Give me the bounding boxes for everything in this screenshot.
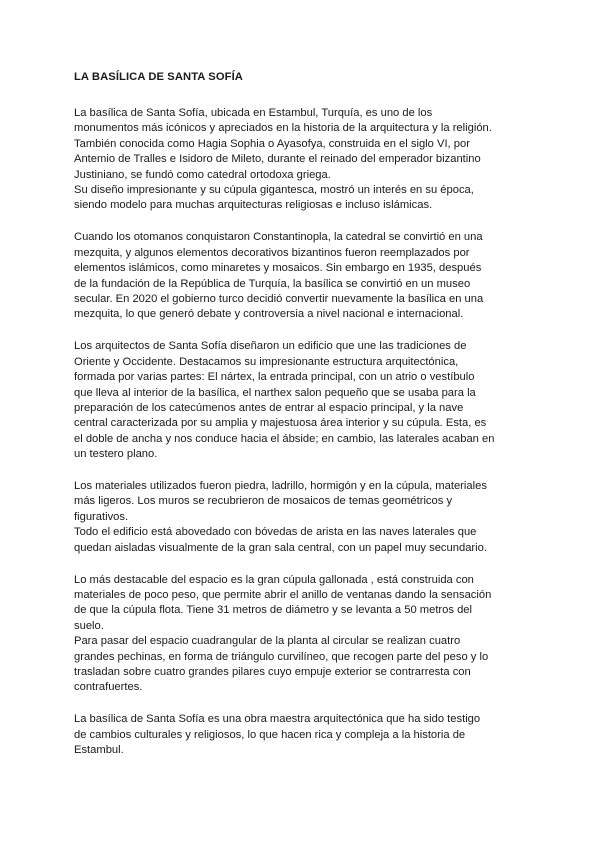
text-line: siendo modelo para muchas arquitecturas religiosas e incluso islámicas. bbox=[74, 199, 433, 212]
text-line: contrafuertes. bbox=[74, 681, 143, 694]
paragraph bbox=[74, 479, 534, 556]
paragraph bbox=[74, 230, 534, 322]
text-line: Todo el edificio está abovedado con bóvedas de arista en las naves laterales que bbox=[74, 526, 477, 539]
text-line: preparación de los catecúmenos antes de entrar al espacio principal, y la nave bbox=[74, 401, 464, 414]
text-line: La basílica de Santa Sofía, ubicada en Estambul, Turquía, es uno de los bbox=[74, 107, 433, 119]
paragraph bbox=[74, 339, 534, 462]
text-line: central caracterizada por su amplia y majestuosa área interior y su cúpula. Esta, es bbox=[74, 417, 487, 430]
document-page bbox=[74, 70, 534, 775]
text-line: de cambios culturales y religiosos, lo que hacen rica y compleja a la historia de bbox=[74, 728, 466, 741]
text-line: un testero plano. bbox=[74, 448, 158, 461]
text-line: de que la cúpula flota. Tiene 31 metros de diámetro y se levanta a 50 metros del bbox=[74, 604, 473, 617]
text-line: Cuando los otomanos conquistaron Constantinopla, la catedral se convirtió en una bbox=[74, 231, 483, 244]
text-line: el doble de ancha y nos conduce hacia el ábside; en cambio, las laterales acaban en bbox=[74, 432, 495, 445]
paragraph bbox=[74, 106, 534, 214]
text-line: más ligeros. Los muros se recubrieron de mosaicos de temas geométricos y bbox=[74, 495, 453, 508]
text-line: Estambul. bbox=[74, 744, 124, 757]
text-line: Los materiales utilizados fueron piedra, ladrillo, hormigón y en la cúpula, materiales bbox=[74, 480, 487, 493]
text-line: También conocida como Hagia Sophia o Ayasofya, construida en el siglo VI, por bbox=[74, 137, 470, 150]
text-line: que lleva al interior de la basílica, el narthex salon pequeño que se usaba para la bbox=[74, 386, 476, 399]
text-line: quedan aisladas visualmente de la gran sala central, con un papel muy secundario. bbox=[74, 541, 487, 554]
text-line: trasladan sobre cuatro grandes pilares cuyo empuje exterior se contrarresta con bbox=[74, 666, 471, 678]
text-line: figurativos. bbox=[74, 510, 129, 523]
text-line: mezquita, y algunos elementos decorativos bizantinos fueron reemplazados por bbox=[74, 246, 470, 259]
paragraph bbox=[74, 712, 534, 758]
text-line: Su diseño impresionante y su cúpula gigantesca, mostró un interés en su época, bbox=[74, 184, 474, 197]
text-line: monumentos más icónicos y apreciados en la historia de la arquitectura y la religión. bbox=[74, 122, 492, 135]
text-line: suelo. bbox=[74, 619, 104, 632]
document-title: LA BASÍLICA DE SANTA SOFÍA bbox=[74, 71, 243, 83]
text-line: Los arquitectos de Santa Sofía diseñaron un edificio que une las tradiciones de bbox=[74, 340, 467, 353]
text-line: de la fundación de la República de Turquía, la basílica se convirtió en un museo bbox=[74, 277, 471, 290]
text-line: formada por varias partes: El nártex, la entrada principal, con un atrio o vestíbulo bbox=[74, 371, 475, 384]
text-line: Oriente y Occidente. Destacamos su impresionante estructura arquitectónica, bbox=[74, 355, 459, 368]
text-line: secular. En 2020 el gobierno turco decidió convertir nuevamente la basílica en una bbox=[74, 292, 484, 305]
text-line: grandes pechinas, en forma de triángulo curvilíneo, que recogen parte del peso y lo bbox=[74, 650, 489, 663]
text-line: materiales de poco peso, que permite abrir el anillo de ventanas dando la sensación bbox=[74, 588, 492, 601]
text-line: Para pasar del espacio cuadrangular de la planta al circular se realizan cuatro bbox=[74, 635, 461, 648]
text-line: elementos islámicos, como minaretes y mosaicos. Sin embargo en 1935, después bbox=[74, 262, 482, 275]
text-line: Antemio de Tralles e Isidoro de Mileto, durante el reinado del emperador bizantino bbox=[74, 153, 481, 166]
paragraph bbox=[74, 573, 534, 696]
text-line: Lo más destacable del espacio es la gran cúpula gallonada , está construida con bbox=[74, 573, 474, 586]
text-line: La basílica de Santa Sofía es una obra maestra arquitectónica que ha sido testigo bbox=[74, 713, 481, 726]
text-line: Justiniano, se fundó como catedral ortodoxa griega. bbox=[74, 168, 331, 181]
document-body bbox=[74, 106, 534, 759]
text-line: mezquita, lo que generó debate y controversia a nivel nacional e internacional. bbox=[74, 308, 464, 321]
